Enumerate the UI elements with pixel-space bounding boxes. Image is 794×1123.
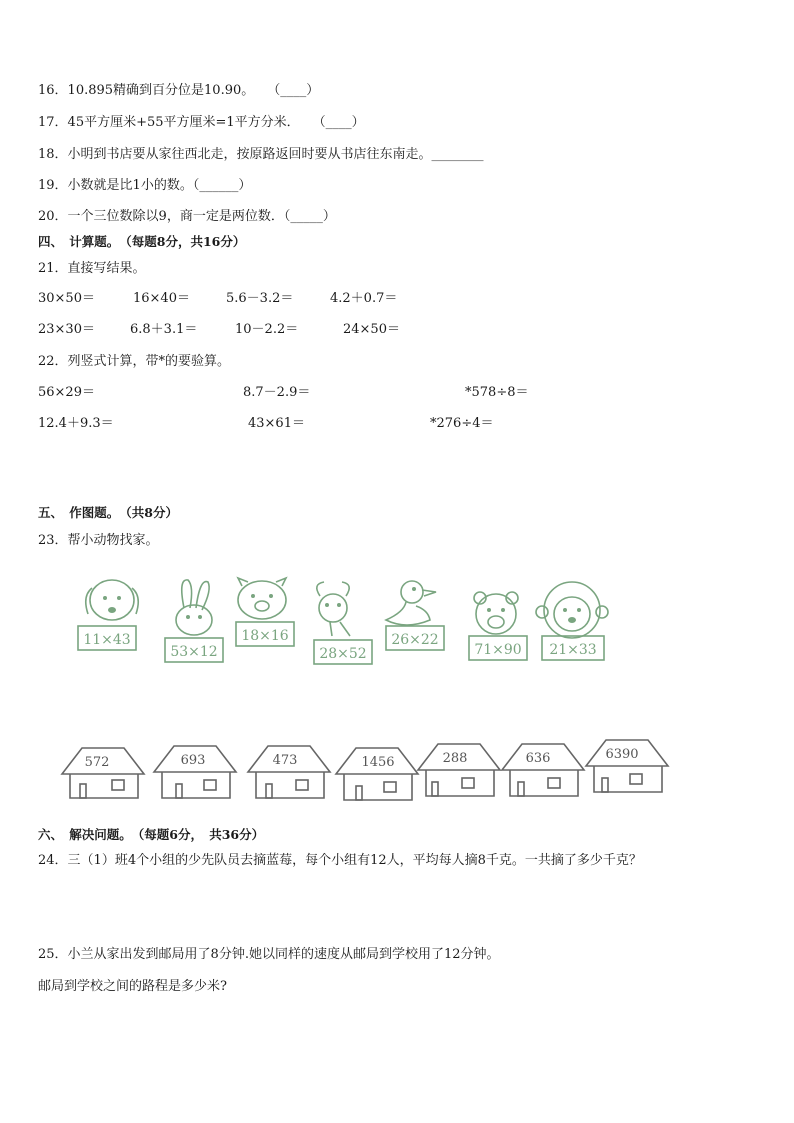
house-icon [62,748,144,798]
house-number: 288 [442,751,468,766]
animal-label: 26×22 [391,632,439,648]
question-24: 24．三（1）班4个小组的少先队员去摘蓝莓，每个小组有12人，平均每人摘8千克。一共摘了多少千克？ [38,853,642,868]
calc-item: *578÷8＝ [465,385,529,400]
house-icon [418,744,500,796]
house-icon [248,746,330,798]
question-16: 16．10.895精确到百分位是10.90。 （____） [38,83,320,98]
calc-item: 5.6－3.2＝ [226,291,294,306]
monkey-icon [536,582,608,638]
house-number: 636 [525,751,551,766]
section-title-calc: 四、 计算题。 （每题8分，共16分） [38,234,246,249]
pig-icon [238,578,286,619]
question-18: 18．小明到书店要从家往西北走，按原路返回时要从书店往东南走。________ [38,147,484,162]
house-number: 1456 [361,755,395,770]
calc-item: *276÷4＝ [430,416,494,431]
animal-label: 21×33 [549,642,597,658]
question-23: 23．帮小动物找家。 [38,533,159,548]
calc-item: 56×29＝ [38,385,95,400]
dog-icon [86,580,139,620]
animal-label: 53×12 [170,644,218,660]
house-icon [336,748,418,800]
bear-icon [474,592,518,634]
question-20: 20．一个三位数除以9，商一定是两位数．（_____） [38,209,336,224]
house-number: 6390 [605,747,639,762]
calc-item: 12.4＋9.3＝ [38,416,114,431]
animal-label: 71×90 [474,642,522,658]
house-icon [502,744,584,796]
calc-item: 4.2＋0.7＝ [330,291,398,306]
house-number: 693 [180,753,206,768]
goat-icon [317,582,350,636]
question-19: 19．小数就是比1小的数。（______） [38,178,252,193]
calc-item: 24×50＝ [343,322,400,337]
question-21: 21．直接写结果。 [38,261,146,276]
rabbit-icon [176,580,212,635]
question-22: 22．列竖式计算，带*的要验算。 [38,354,231,369]
section-title-draw: 五、 作图题。 （共8分） [38,505,178,520]
calc-item: 30×50＝ [38,291,95,306]
question-25-ask: 邮局到学校之间的路程是多少米? [38,979,227,994]
calc-item: 8.7－2.9＝ [243,385,311,400]
house-number: 572 [84,755,110,770]
animal-label: 11×43 [83,632,131,648]
calc-item: 23×30＝ [38,322,95,337]
animal-label: 28×52 [319,646,367,662]
house-icon [154,746,236,798]
question-25: 25．小兰从家出发到邮局用了8分钟.她以同样的速度从邮局到学校用了12分钟。 [38,947,500,962]
calc-item: 43×61＝ [248,416,305,431]
calc-item: 6.8＋3.1＝ [130,322,198,337]
house-icon [586,740,668,792]
animal-label: 18×16 [241,628,289,644]
question-17: 17．45平方厘米+55平方厘米=1平方分米． （____） [38,115,365,130]
calc-item: 10－2.2＝ [235,322,299,337]
calc-item: 16×40＝ [133,291,190,306]
duck-icon [386,581,436,625]
section-title-solve: 六、 解决问题。 （每题6分， 共36分） [38,827,265,842]
house-number: 473 [272,753,298,768]
